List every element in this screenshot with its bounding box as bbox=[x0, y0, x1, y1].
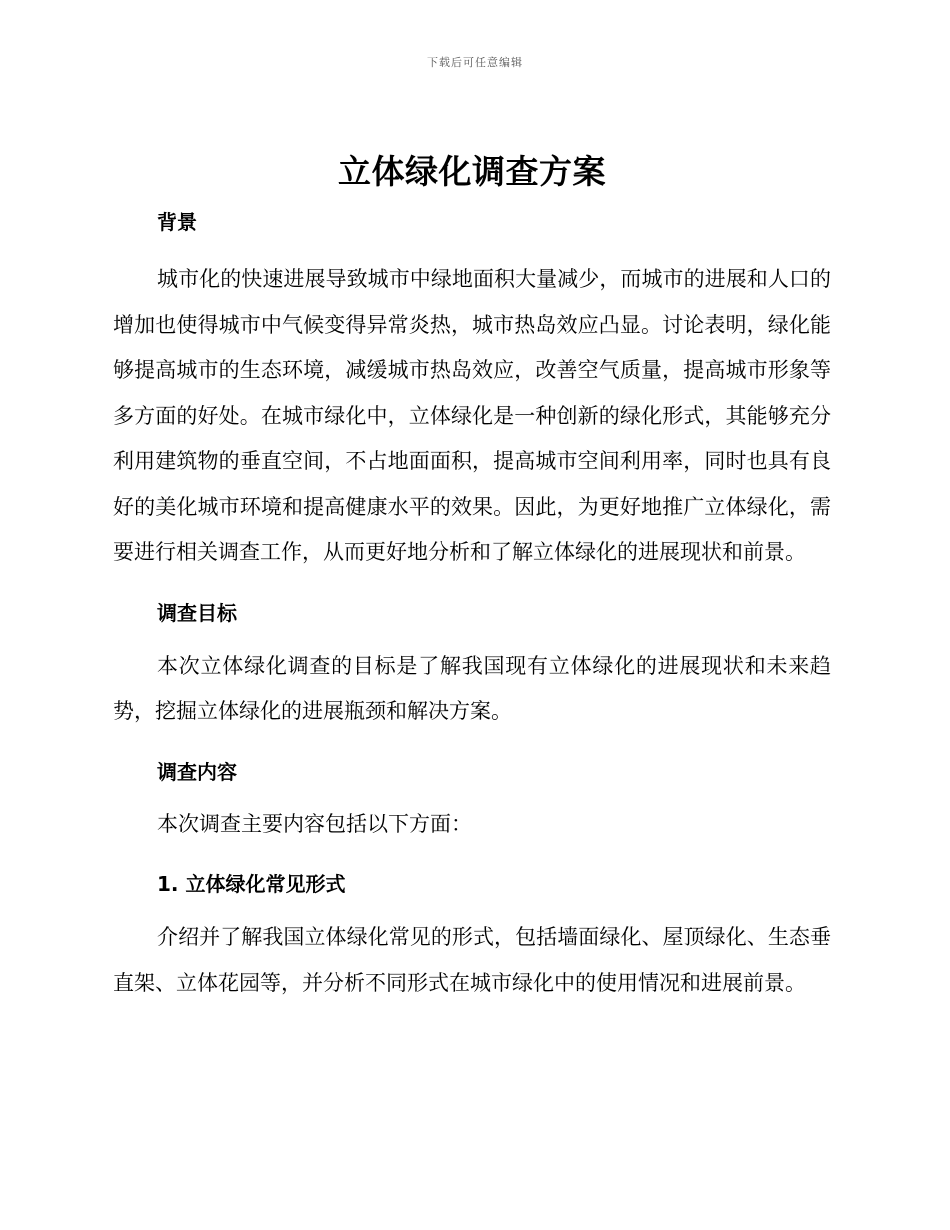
section-heading-content: 调查内容 bbox=[157, 759, 237, 784]
document-title: 立体绿化调查方案 bbox=[338, 152, 606, 191]
subsection-heading-forms: 1. 立体绿化常见形式 bbox=[157, 872, 346, 896]
section-heading-background: 背景 bbox=[157, 210, 197, 234]
paragraph-background: 城市化的快速进展导致城市中绿地面积大量减少，而城市的进展和人口的增加也使得城市中气候变得异常炎热，城市热岛效应凸显。讨论表明，绿化能够提高城市的生态环境，减缓城市热岛效应，改善空气质量，提高城市形象等多方面的好处。在城市绿化中，立体绿化是一种创新的绿化形式，其能够充分利用建筑物的垂直空间，不占地面面积，提高城市空间利用率，同时也具有良好的美化城市环境和提高健康水平的效果。因此，为更好地推广立体绿化，需要进行相关调查工作，从而更好地分析和了解立体绿化的进展现状和前景。 bbox=[113, 267, 831, 564]
section-heading-goal: 调查目标 bbox=[157, 600, 237, 625]
paragraph-forms: 介绍并了解我国立体绿化常见的形式，包括墙面绿化、屋顶绿化、生态垂直架、立体花园等，并分析不同形式在城市绿化中的使用情况和进展前景。 bbox=[113, 925, 831, 995]
document-body bbox=[113, 148, 831, 1006]
paragraph-content: 本次调查主要内容包括以下方面： bbox=[157, 811, 472, 836]
page-header-note: 下载后可任意编辑 bbox=[427, 56, 523, 69]
paragraph-goal: 本次立体绿化调查的目标是了解我国现有立体绿化的进展现状和未来趋势，挖掘立体绿化的进展瓶颈和解决方案。 bbox=[113, 653, 831, 723]
